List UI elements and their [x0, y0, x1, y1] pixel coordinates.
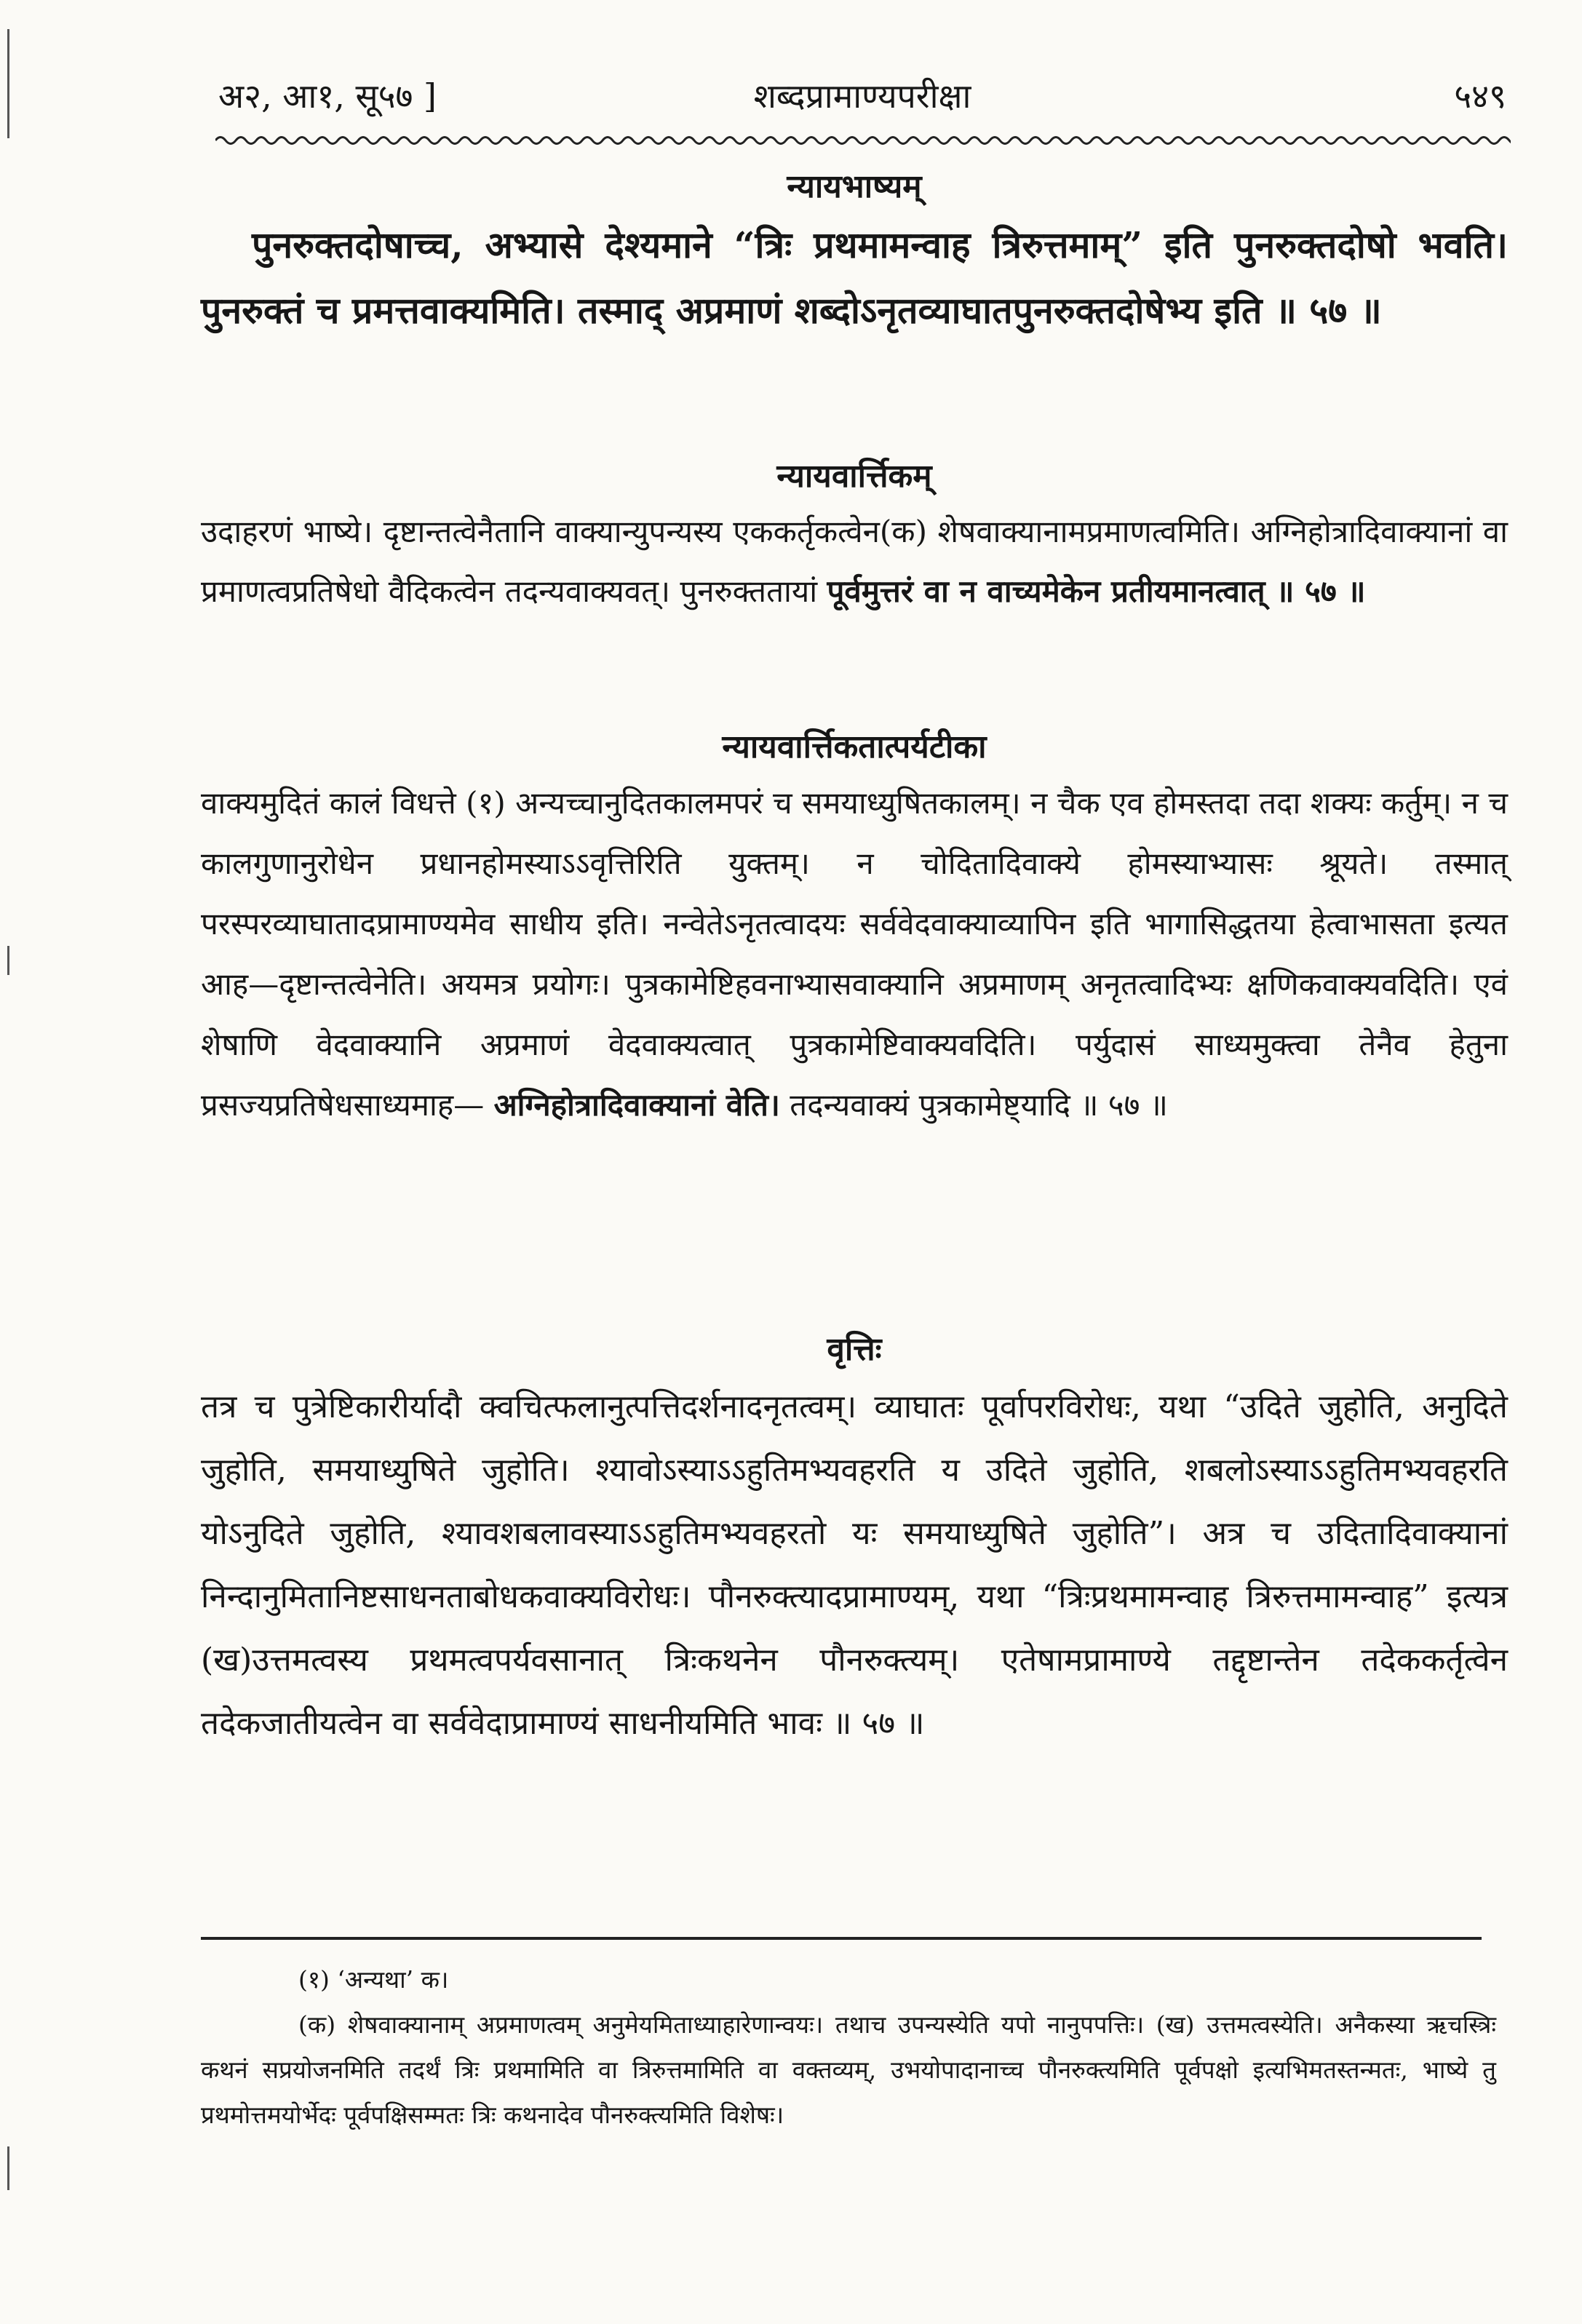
footnote-rule — [201, 1937, 1482, 1940]
page-number: ५४९ — [1454, 76, 1506, 116]
running-title: शब्दप्रामाण्यपरीक्षा — [753, 76, 971, 116]
section-heading: न्यायभाष्यम् — [787, 168, 922, 205]
chapter-reference: अ२, आ१, सू५७ ] — [218, 76, 437, 116]
footnotes — [201, 1957, 1496, 2138]
section-text-end: तदन्यवाक्यं पुत्रकामेष्ट्यादि ॥ ५७ ॥ — [790, 1087, 1168, 1123]
bhashya-section — [201, 162, 1508, 343]
footnote: (क) शेषवाक्यानाम् अप्रमाणत्वम् अनुमेयमिताध्याहारेणान्वयः। तथाच उपन्यस्येति यपो नानुपपत्तिः। (ख) उत्तमत्वस्येति। अनैकस्या ऋचस्त्रिः कथनं सप्रयोजनमिति तदर्थं त्रिः प्रथमामिति वा त्रिरुत्तमामिति वा वक्तव्यम्, उभयोपादानाच्च पौनरुक्त्यमिति पूर्वपक्षो इत्यभिमतस्तन्मतः, भाष्ये तु प्रथमोत्तमयोर्भेदः पूर्वपक्षिसम्मतः त्रिः कथनादेव पौनरुक्त्यमिति विशेषः। — [201, 2010, 1496, 2129]
section-text: वाक्यमुदितं कालं विधत्ते (१) अन्यच्चानुदितकालमपरं च समयाध्युषितकालम्। न चैक एव होमस्तदा तदा शक्यः कर्तुम्। न च कालगुणानुरोधेन प्रधानहोमस्याऽऽवृत्तिरिति युक्तम्। न चोदितादिवाक्ये होमस्याभ्यासः श्रूयते। तस्मात् परस्परव्याघातादप्रामाण्यमेव साधीय इति। नन्वेतेऽनृतत्वादयः सर्ववेदवाक्याव्यापिन इति भागासिद्धतया हेत्वाभासता इत्यत आह—दृष्टान्तत्वेनेति। अयमत्र प्रयोगः। पुत्रकामेष्टिहवनाभ्यासवाक्यानि अप्रमाणम् अनृतत्वादिभ्यः क्षणिकवाक्यवदिति। एवं शेषाणि वेदवाक्यानि अप्रमाणं वेदवाक्यत्वात् पुत्रकामेष्टिवाक्यवदिति। पर्युदासं साध्यमुक्त्वा तेनैव हेतुना प्रसज्यप्रतिषेधसाध्यमाह— — [201, 785, 1508, 1123]
wavy-divider — [215, 131, 1511, 150]
section-text: पुनरुक्तदोषाच्च, अभ्यासे देश्यमाने “त्रिः प्रथमामन्वाह त्रिरुत्तमाम्” इति पुनरुक्तदोषो भवति। पुनरुक्तं च प्रमत्तवाक्यमिति। तस्माद् अप्रमाणं शब्दोऽनृतव्याघातपुनरुक्तदोषेभ्य इति ॥ ५७ ॥ — [201, 223, 1508, 332]
running-header — [218, 67, 1506, 132]
vartika-section — [201, 451, 1508, 621]
margin-mark — [7, 29, 9, 138]
section-heading: न्यायवार्त्तिकतात्पर्यटीका — [722, 728, 987, 765]
vritti-section — [201, 1324, 1508, 1755]
section-heading: वृत्तिः — [827, 1331, 882, 1368]
footnote: (१) ‘अन्यथा’ क। — [298, 1965, 449, 1994]
section-heading: न्यायवार्त्तिकम् — [776, 458, 932, 495]
section-text: तत्र च पुत्रेष्टिकारीर्यादौ क्वचित्फलानुत्पत्तिदर्शनादनृतत्वम्। व्याघातः पूर्वापरविरोधः, यथा “उदिते जुहोति, अनुदिते जुहोति, समयाध्युषिते जुहोति। श्यावोऽस्याऽऽहुतिमभ्यवहरति य उदिते जुहोति, शबलोऽस्याऽऽहुतिमभ्यवहरति योऽनुदिते जुहोति, श्यावशबलावस्याऽऽहुतिमभ्यवहरतो यः समयाध्युषिते जुहोति”। अत्र च उदितादिवाक्यानां निन्दानुमितानिष्टसाधनताबोधकवाक्यविरोधः। पौनरुक्त्यादप्रामाण्यम्, यथा “त्रिःप्रथमामन्वाह त्रिरुत्तमामन्वाह” इत्यत्र (ख)उत्तमत्वस्य प्रथमत्वपर्यवसानात् त्रिःकथनेन पौनरुक्त्यम्। एतेषामप्रामाण्ये तद्दृष्टान्तेन तदेककर्तृत्वेन तदेकजातीयत्वेन वा सर्ववेदाप्रामाण्यं साधनीयमिति भावः ॥ ५७ ॥ — [201, 1388, 1508, 1742]
section-text-emphasis: अग्निहोत्रादिवाक्यानां वेति। — [493, 1087, 780, 1123]
margin-mark — [7, 2146, 9, 2190]
section-text: उदाहरणं भाष्ये। दृष्टान्तत्वेनैतानि वाक्यान्युपन्यस्य एककर्तृकत्वेन(क) शेषवाक्यानामप्रमाणत्वमिति। अग्निहोत्रादिवाक्यानां वा प्रमाणत्वप्रतिषेधो वैदिकत्वेन तदन्यवाक्यवत्। पुनरुक्ततायां — [201, 514, 1508, 609]
section-text-emphasis: पूर्वमुत्तरं वा न वाच्यमेकेन प्रतीयमानत्वात् ॥ ५७ ॥ — [827, 573, 1366, 609]
tika-section — [201, 722, 1508, 1135]
margin-mark — [7, 946, 9, 975]
